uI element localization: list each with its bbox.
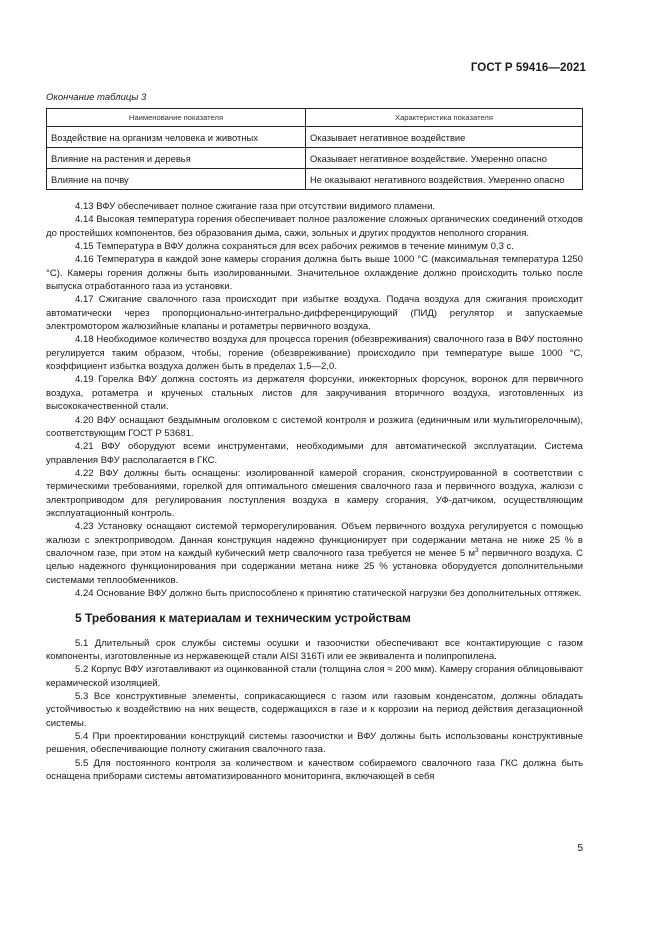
paragraph-4-16: 4.16 Температура в каждой зоне камеры сгорания должна быть выше 1000 °C (максимальная температура 1250 °C). Камеры горения должны быть изолированными. Значительное охлаждение должно происходить только после выпуска отработанного газа из установки. [46,254,583,293]
paragraph-4-13: 4.13 ВФУ обеспечивает полное сжигание газа при отсутствии видимого пламени. [75,201,436,212]
paragraph-4-23 [46,520,583,587]
table-cell: Оказывает негативное воздействие. Умеренно опасно [306,148,583,169]
paragraph-5-5: 5.5 Для постоянного контроля за количеством и качеством собираемого свалочного газа ГКС должна быть оснащена приборами системы автоматизированного мониторинга, включающей в себя [46,757,583,783]
paragraph-4-22: 4.22 ВФУ должны быть оснащены: изолированной камерой сгорания, сконструированной в соответствии с термическими требованиями, горелкой для оптимального смешения свалочного газа и первичного воздуха, жалюзи с электроприводом для регулирования поступления воздуха в камеру сгорания, УФ-датчиком, осуществляющим эксплуатационный контроль. [46,467,583,519]
paragraph-5-1: 5.1 Длительный срок службы системы осушки и газоочистки обеспечивают все контактирующие с газом компоненты, изготовленные из нержавеющей стали AISI 316Ti или ее эквивалента и полипропилена. [46,637,583,662]
paragraph-5-3: 5.3 Все конструктивные элементы, соприкасающиеся с газом или газовым конденсатом, должны обладать устойчивостью к воздействию на них веществ, содержащихся в газе и к коррозии на период действия дегазационной системы. [46,691,583,729]
paragraph-4-24: 4.24 Основание ВФУ должно быть приспособлено к принятию статической нагрузки без дополнительных оттяжек. [75,587,582,599]
paragraph-5-2: 5.2 Корпус ВФУ изготавливают из оцинкованной стали (толщина слоя ≈ 200 мкм). Камеру сгорания облицовывают керамической изоляцией. [46,664,583,689]
table-row [47,127,583,148]
table-cell: Влияние на почву [47,169,306,190]
table-cell: Оказывает негативное воздействие [306,127,583,148]
paragraph-4-17: 4.17 Сжигание свалочного газа происходит при избытке воздуха. Подача воздуха для сжигания происходит автоматически через пропорционально-интегрально-дифференцирующий (ПИД) регулятор и запускаемые электромотором жалюзийные клапаны и ротаметры первичного воздуха. [46,294,583,333]
table-row [47,148,583,169]
document-body [46,200,583,783]
table-caption: Окончание таблицы 3 [46,92,147,103]
document-code: ГОСТ Р 59416—2021 [470,62,586,74]
column-header-indicator-name: Наименование показателя [47,109,306,127]
paragraph-4-20: 4.20 ВФУ оснащают бездымным оголовком с системой контроля и розжига (единичным или мультигорелочным), соответствующим ГОСТ Р 53681. [46,414,583,439]
cubic-superscript: 3 [475,546,479,554]
section-5-heading: 5 Требования к материалам и техническим устройствам [75,611,411,626]
column-header-indicator-characteristic: Характеристика показателя [306,109,583,127]
paragraph-4-18: 4.18 Необходимое количество воздуха для процесса горения (обезвреживания) свалочного газа в ВФУ постоянно регулируется таким образом, чтобы, горение (обезвреживание) происходило при температуре выше 1000 °C, коэффициент избытка воздуха должен быть в пределах 1,5—2,0. [46,334,583,373]
paragraph-4-23-part1: 4.23 Установку оснащают системой терморегулирования. Объем первичного воздуха регулируется с помощью жалюзи с электроприводом. Данная конструкция надежно функционирует при содержании метана не ниже 25 % в свалочном газе, при этом на каждый кубический метр свалочного газа требуется не менее 5 м [46,521,583,559]
paragraph-5-4: 5.4 При проектировании конструкций системы газоочистки и ВФУ должны быть использованы конструктивные решения, обеспечивающие полноту сжигания свалочного газа. [46,731,583,756]
table-header-row [47,109,583,127]
paragraph-4-23-part2: первичного воздуха. С целью надежного функционирования при содержании метана ниже 25 % установка оборудуется дополнительными системами теплообменников. [46,547,583,586]
table-cell: Воздействие на организм человека и животных [47,127,306,148]
indicators-table [46,108,583,190]
table-cell: Влияние на растения и деревья [47,148,306,169]
paragraph-4-19: 4.19 Горелка ВФУ должна состоять из держателя форсунки, инжекторных форсунок, воронок для первичного воздуха, ротаметра и крученых стальных листов для закручивания вторичного воздуха, изготовленных из высококачественной стали. [46,374,583,413]
table-cell: Не оказывают негативного воздействия. Умеренно опасно [306,169,583,190]
page-number: 5 [577,843,583,854]
paragraph-4-15: 4.15 Температура в ВФУ должна сохраняться для всех рабочих режимов в течение минимум 0,3 с. [75,241,514,253]
paragraph-4-21: 4.21 ВФУ оборудуют всеми инструментами, необходимыми для автоматической эксплуатации. Система управления ВФУ располагается в ГКС. [46,441,583,466]
paragraph-4-14: 4.14 Высокая температура горения обеспечивает полное разложение сложных органических соединений отходов до простейших компонентов, без образования дыма, сажи, зольных и других продуктов неполного сгорания. [46,214,583,239]
table-row [47,169,583,190]
